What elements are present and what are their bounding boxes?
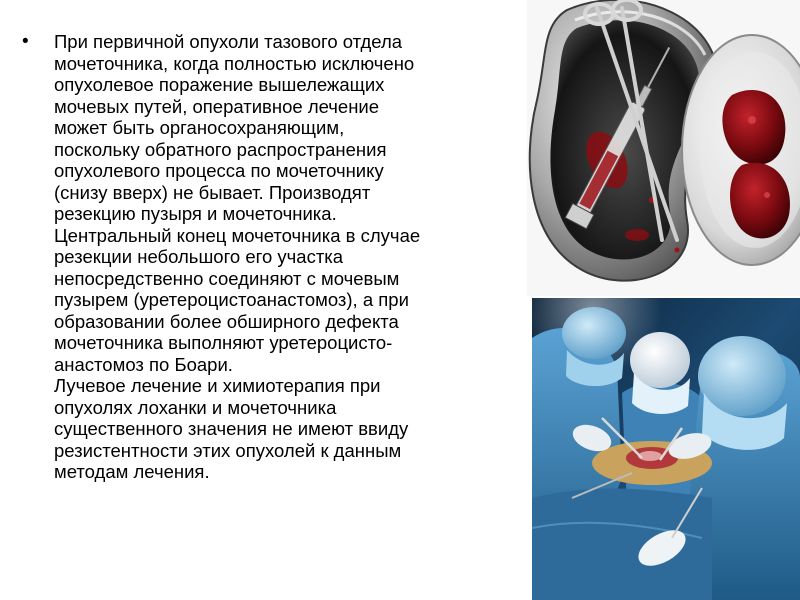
slide-text [22, 31, 502, 483]
text-line: существенного значения не имеют ввиду [54, 418, 409, 439]
text-line: опухолевого процесса по мочеточнику [54, 160, 384, 181]
text-line: образовании более обширного дефекта [54, 310, 399, 332]
text-line: Лучевое лечение и химиотерапия при [54, 375, 381, 396]
text-line: мочевых путей, оперативное лечение [54, 95, 380, 117]
text-line: опухолевое поражение вышележащих [54, 74, 385, 95]
bullet-item [22, 31, 502, 483]
text-line: непосредственно соединяют с мочевым [54, 267, 400, 289]
text-line: резекцию пузыря и мочеточника. [54, 203, 337, 224]
kidney-tray-instruments-photo [527, 0, 800, 296]
text-line: Центральный конец мочеточника в случае [54, 224, 421, 246]
text-line: (снизу вверх) не бывает. Производят [54, 181, 371, 203]
bullet-marker: • [22, 31, 29, 52]
text-line: методам лечения. [54, 461, 210, 482]
text-line: поскольку обратного распространения [54, 138, 387, 160]
text-line: пузырем (уретероцистоанастомоз), а при [54, 289, 409, 310]
text-line: анастомоз по Боари. [54, 353, 233, 375]
text-line: При первичной опухоли тазового отдела [54, 31, 403, 52]
text-line: мочеточника выполняют уретероцисто- [54, 332, 393, 353]
bullet-text [54, 31, 502, 483]
surgical-team-photo [532, 298, 800, 600]
text-line: резистентности этих опухолей к данным [54, 439, 402, 461]
text-line: мочеточника, когда полностью исключено [54, 52, 415, 74]
text-line: опухолях лоханки и мочеточника [54, 396, 337, 418]
text-line: резекции небольшого его участка [54, 246, 344, 267]
text-line: может быть органосохраняющим, [54, 117, 345, 138]
